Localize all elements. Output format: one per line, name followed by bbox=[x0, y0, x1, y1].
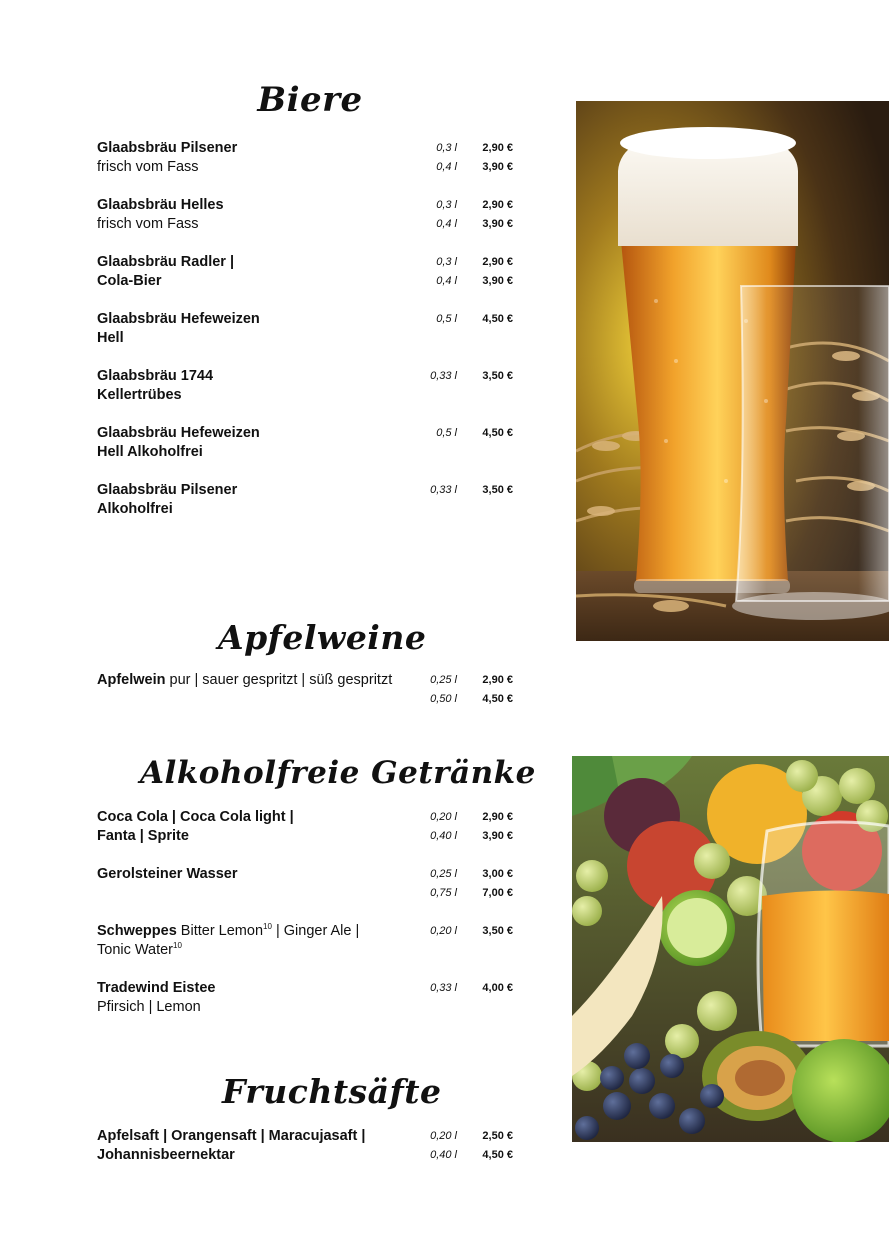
heading-apfelweine: Apfelweine bbox=[218, 618, 427, 657]
item-price: 3,50 € bbox=[482, 370, 513, 382]
menu-item-tradewind-eistee bbox=[97, 979, 517, 1017]
item-name: Gerolsteiner Wasser bbox=[97, 866, 238, 882]
item-price: 2,90 € bbox=[482, 199, 513, 211]
menu-item-coca-cola bbox=[97, 808, 517, 846]
item-price: 7,00 € bbox=[482, 887, 513, 899]
item-price: 3,90 € bbox=[482, 161, 513, 173]
item-description: frisch vom Fass bbox=[97, 216, 199, 232]
item-volume: 0,33 l bbox=[430, 370, 457, 382]
item-name: Glaabsbräu Pilsener bbox=[97, 482, 238, 498]
item-description: Tonic Water$^{10}$ bbox=[97, 941, 182, 958]
item-price: 3,50 € bbox=[482, 484, 513, 496]
menu-item-schweppes bbox=[97, 922, 517, 960]
menu-item-hefeweizen-hell bbox=[97, 310, 517, 348]
item-volume: 0,33 l bbox=[430, 982, 457, 994]
item-name-continued: Cola-Bier bbox=[97, 273, 162, 289]
item-volume: 0,20 l bbox=[430, 811, 457, 823]
menu-item-1744-kellertruebes bbox=[97, 367, 517, 405]
item-volume: 0,40 l bbox=[430, 830, 457, 842]
menu-item-hefeweizen-alkoholfrei bbox=[97, 424, 517, 462]
menu-item-fruchtsaefte bbox=[97, 1127, 517, 1165]
item-volume: 0,25 l bbox=[430, 674, 457, 686]
item-price: 2,90 € bbox=[482, 811, 513, 823]
item-price: 3,90 € bbox=[482, 218, 513, 230]
fruit-photo bbox=[572, 756, 889, 1142]
item-name: Glaabsbräu Hefeweizen bbox=[97, 425, 260, 441]
footnote-marker: 10 bbox=[173, 941, 182, 951]
item-name: Schweppes Bitter Lemon$^{10}$ | Ginger Ale | bbox=[97, 922, 360, 939]
item-volume: 0,4 l bbox=[436, 218, 457, 230]
menu-item-radler bbox=[97, 253, 517, 291]
item-volume: 0,75 l bbox=[430, 887, 457, 899]
item-name: Tradewind Eistee bbox=[97, 980, 216, 996]
menu-item-gerolsteiner bbox=[97, 865, 517, 903]
item-name-continued: Kellertrübes bbox=[97, 387, 182, 403]
item-name-continued: Hell bbox=[97, 330, 124, 346]
item-name-continued: Fanta | Sprite bbox=[97, 828, 189, 844]
heading-alkoholfreie-getraenke: Alkoholfreie Getränke bbox=[140, 755, 536, 791]
item-name: Glaabsbräu Helles bbox=[97, 197, 224, 213]
item-price: 4,50 € bbox=[482, 313, 513, 325]
menu-item-pilsener bbox=[97, 139, 517, 177]
item-volume: 0,3 l bbox=[436, 256, 457, 268]
footnote-marker: 10 bbox=[263, 922, 272, 932]
item-volume: 0,40 l bbox=[430, 1149, 457, 1161]
item-price: 4,50 € bbox=[482, 1149, 513, 1161]
item-name: Coca Cola | Coca Cola light | bbox=[97, 809, 294, 825]
item-price: 3,90 € bbox=[482, 830, 513, 842]
item-name: Apfelsaft | Orangensaft | Maracujasaft | bbox=[97, 1128, 366, 1144]
item-price: 4,50 € bbox=[482, 427, 513, 439]
item-volume: 0,3 l bbox=[436, 142, 457, 154]
item-name-continued: Johannisbeernektar bbox=[97, 1147, 235, 1163]
item-price: 4,50 € bbox=[482, 693, 513, 705]
item-name: Apfelwein pur | sauer gespritzt | süß gespritzt bbox=[97, 672, 393, 688]
heading-biere: Biere bbox=[257, 80, 363, 120]
item-price: 2,50 € bbox=[482, 1130, 513, 1142]
item-price: 2,90 € bbox=[482, 256, 513, 268]
item-volume: 0,4 l bbox=[436, 275, 457, 287]
item-name-continued: Hell Alkoholfrei bbox=[97, 444, 203, 460]
item-name: Glaabsbräu 1744 bbox=[97, 368, 214, 384]
item-name-continued: Alkoholfrei bbox=[97, 501, 173, 517]
item-name: Glaabsbräu Hefeweizen bbox=[97, 311, 260, 327]
item-description: frisch vom Fass bbox=[97, 159, 199, 175]
item-volume: 0,5 l bbox=[436, 427, 457, 439]
item-price: 4,00 € bbox=[482, 982, 513, 994]
item-volume: 0,3 l bbox=[436, 199, 457, 211]
menu-item-pilsener-alkoholfrei bbox=[97, 481, 517, 519]
item-price: 2,90 € bbox=[482, 674, 513, 686]
item-volume: 0,25 l bbox=[430, 868, 457, 880]
item-volume: 0,4 l bbox=[436, 161, 457, 173]
item-volume: 0,20 l bbox=[430, 1130, 457, 1142]
menu-item-apfelwein bbox=[97, 671, 517, 709]
item-description: Pfirsich | Lemon bbox=[97, 999, 201, 1015]
menu-item-helles bbox=[97, 196, 517, 234]
item-volume: 0,5 l bbox=[436, 313, 457, 325]
item-name: Glaabsbräu Pilsener bbox=[97, 140, 238, 156]
item-volume: 0,20 l bbox=[430, 925, 457, 937]
item-volume: 0,33 l bbox=[430, 484, 457, 496]
item-name: Glaabsbräu Radler | bbox=[97, 254, 235, 270]
item-price: 2,90 € bbox=[482, 142, 513, 154]
beer-photo bbox=[576, 101, 889, 641]
item-price: 3,90 € bbox=[482, 275, 513, 287]
item-price: 3,50 € bbox=[482, 925, 513, 937]
heading-fruchtsaefte: Fruchtsäfte bbox=[222, 1072, 442, 1111]
item-price: 3,00 € bbox=[482, 868, 513, 880]
item-volume: 0,50 l bbox=[430, 693, 457, 705]
